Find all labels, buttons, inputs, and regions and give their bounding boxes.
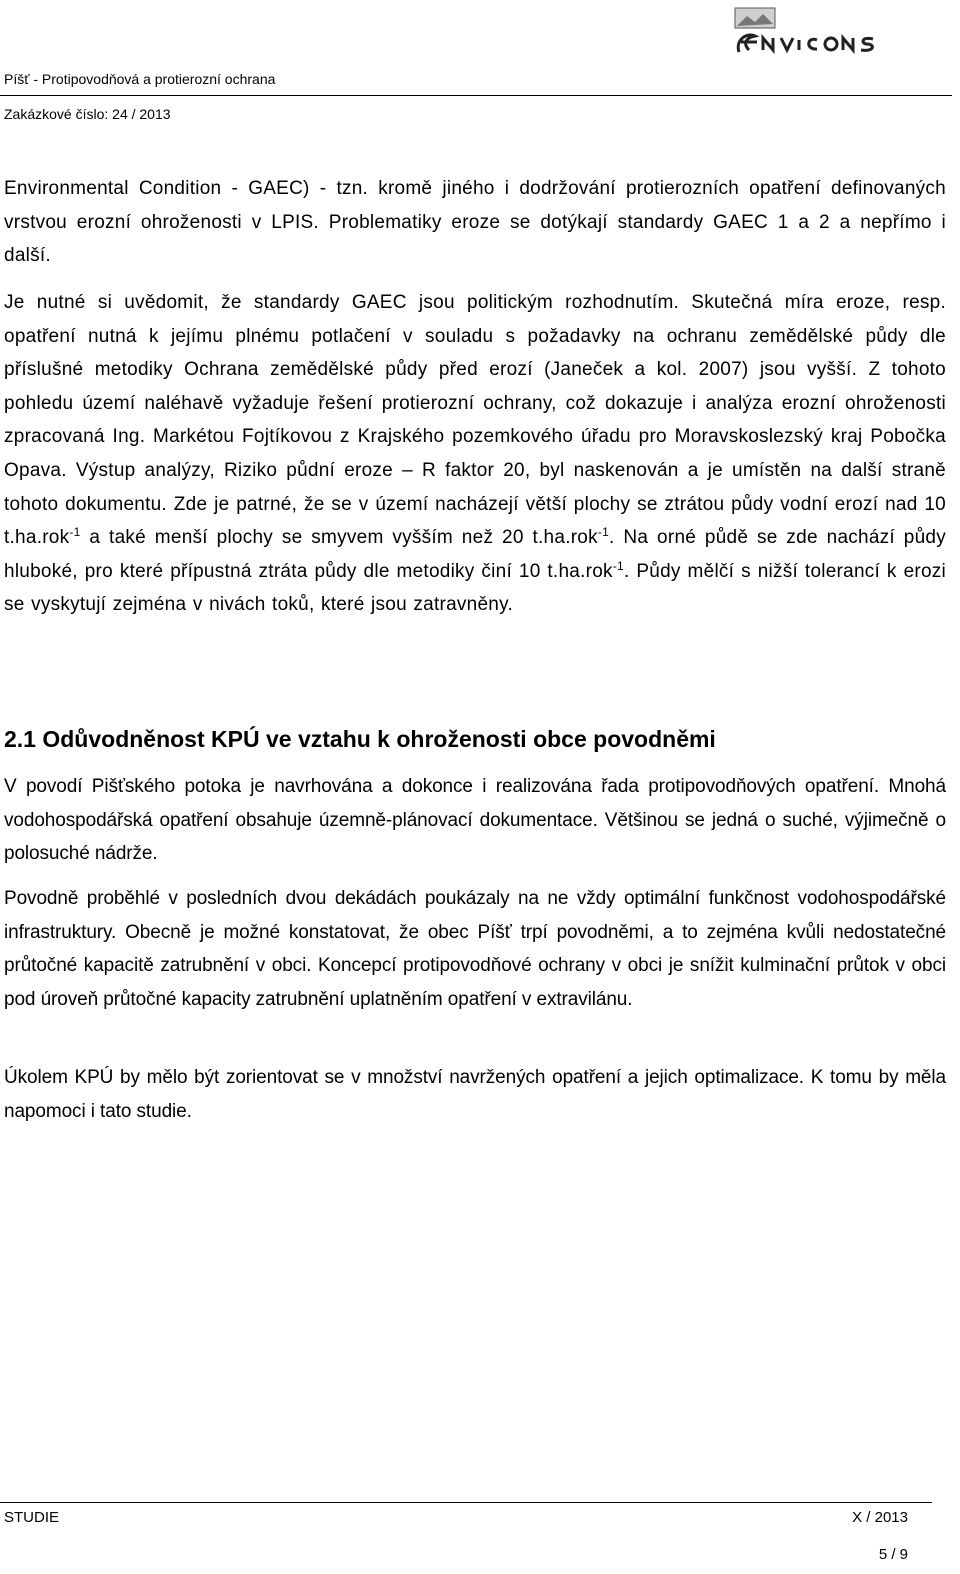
- paragraph-flood-measures: V povodí Pišťského potoka je navrhována a dokonce i realizována řada protipovodňových opatření. Mnohá vodohospodářská opatření obsahuje územně-plánovací dokumentace. Většinou se jedná o suché, výjimečně o polosuché nádrže.: [4, 776, 946, 865]
- superscript: -1: [69, 524, 81, 539]
- paragraph-kpu-task: Úkolem KPÚ by mělo být zorientovat se v množství navržených opatření a jejich optimalizace. K tomu by měla napomoci i tato studie.: [4, 1067, 946, 1122]
- contract-number: Zakázkové číslo: 24 / 2013: [4, 106, 171, 122]
- paragraph-flood-history: Povodně proběhlé v posledních dvou dekádách poukázaly na ne vždy optimální funkčnost vodohospodářské infrastruktury. Obecně je možné konstatovat, že obec Píšť trpí povodněmi, a to zejména kvůli nedostatečné průtočné kapacitě zatrubnění v obci. Koncepcí protipovodňové ochrany v obci je snížit kulminační průtok v obci pod úroveň průtočné kapacity zatrubnění uplatněním opatření v extravilánu.: [4, 888, 946, 1010]
- paragraph-erosion-analysis: [4, 286, 946, 622]
- footer-date: X / 2013: [852, 1509, 908, 1526]
- envicons-logo: [733, 6, 883, 54]
- paragraph-erosion-analysis-part-a: Je nutné si uvědomit, že standardy GAEC jsou politickým rozhodnutím. Skutečná míra eroze, resp. opatření nutná k jejímu plnému potlačení v souladu s požadavky na ochranu zemědělské půdy dle příslušné metodiky Ochrana zemědělské půdy před erozí (Janeček a kol. 2007) jsou vyšší. Z tohoto pohledu území naléhavě vyžaduje řešení protierozní ochrany, což dokazuje i analýza erozní ohroženosti zpracovaná Ing. Markétou Fojtíkovou z Krajského pozemkového úřadu pro Moravskoslezský kraj Pobočka Opava. Výstup analýzy, Riziko půdní eroze – R faktor 20, byl naskenován a je umístěn na další straně tohoto dokumentu. Zde je patrné, že se v území nacházejí větší plochy se ztrátou půdy vodní erozí nad 10 t.ha.rok: [4, 292, 946, 549]
- paragraph-gaec: Environmental Condition - GAEC) - tzn. kromě jiného i dodržování protierozních opatření definovaných vrstvou erozní ohroženosti v LPIS. Problematiky eroze se dotýkají standardy GAEC 1 a 2 a nepřímo i další.: [4, 178, 946, 267]
- header-divider: [0, 95, 952, 96]
- footer-document-type: STUDIE: [4, 1509, 60, 1526]
- superscript: -1: [612, 558, 624, 573]
- paragraph-erosion-analysis-part-b: a také menší plochy se smyvem vyšším než 20 t.ha.rok: [80, 527, 598, 549]
- page-number: 5 / 9: [878, 1546, 908, 1563]
- header-title: Píšť - Protipovodňová a protierozní ochrana: [4, 71, 276, 87]
- footer-divider: [0, 1502, 932, 1503]
- paragraph-erosion-analysis-part-d: . Půdy mělčí s nižší tolerancí k erozi se vyskytují zejména v nivách toků, které jsou zatravněny.: [4, 560, 946, 616]
- section-heading: 2.1 Odůvodněnost KPÚ ve vztahu k ohroženosti obce povodněmi: [4, 726, 716, 752]
- paragraph-erosion-analysis-part-c: . Na orné půdě se zde nachází půdy hluboké, pro které přípustná ztráta půdy dle metodiky činí 10 t.ha.rok: [4, 527, 946, 582]
- superscript: -1: [597, 524, 610, 539]
